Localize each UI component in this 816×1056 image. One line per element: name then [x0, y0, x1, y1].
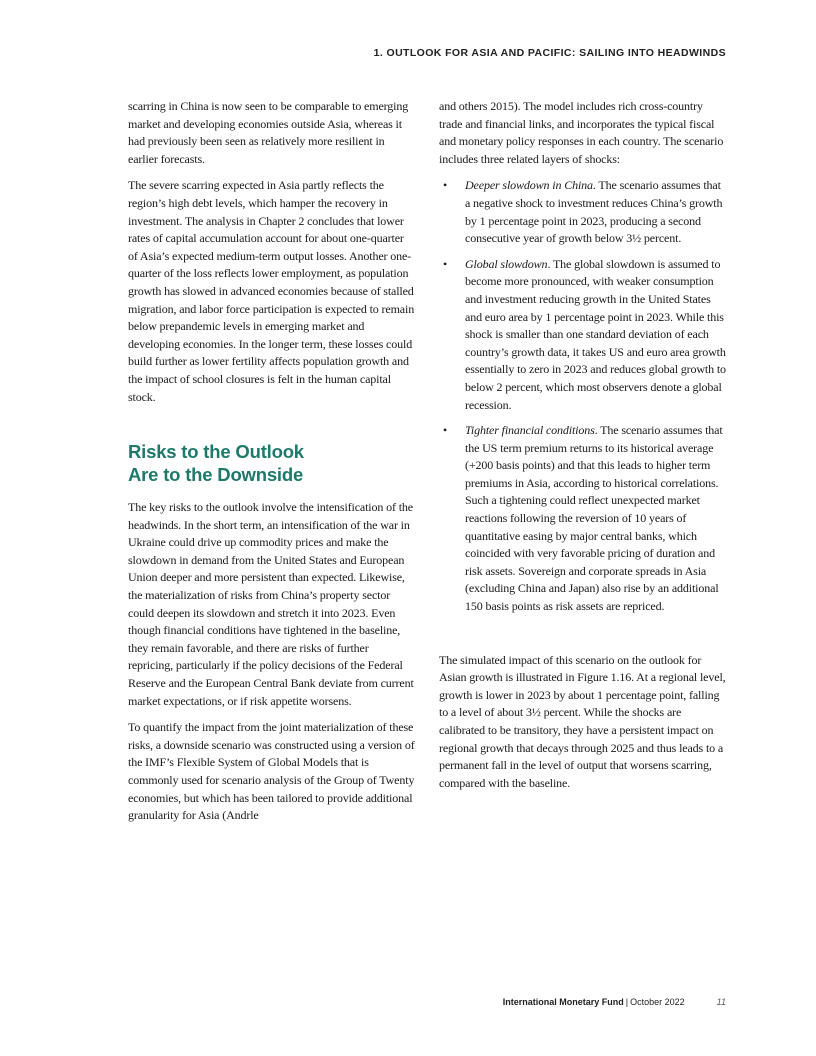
paragraph: To quantify the impact from the joint materialization of these risks, a downside scenario was constructed using a version of the IMF’s Flexible System of Global Models that is commonly used for scenario analysis of the Group of Twenty economies, but which has been tailored to provide additional granularity for Asia (Andrle — [128, 720, 415, 823]
bullet-icon: • — [443, 423, 448, 438]
list-item-term: Tighter financial conditions — [465, 423, 595, 438]
footer-org: International Monetary Fund — [502, 997, 624, 1007]
running-head: 1. OUTLOOK FOR ASIA AND PACIFIC: SAILING INTO HEADWINDS — [373, 47, 726, 59]
paragraph: scarring in China is now seen to be comparable to emerging market and developing economies outside Asia, whereas it had previously been seen as relatively more resilient in earlier forecasts. — [128, 99, 409, 166]
paragraph: The simulated impact of this scenario on the outlook for Asian growth is illustrated in Figure 1.16. At a regional level, growth is lower in 2023 by about 1 percentage point, falling to a level of about 3½ percent. While the shocks are calibrated to be transitory, they have a persistent impact on regional growth that decays through 2025 and thus leads to a permanent fall in the level of output that worsens scarring, compared with the baseline. — [439, 652, 726, 790]
list-item-text: . The scenario assumes that a negative shock to investment reduces China’s growth by 1 percentage point in 2023, producing a second consecutive year of growth below 3½ percent. — [465, 178, 723, 246]
footer-separator: | — [625, 997, 629, 1007]
paragraph: and others 2015). The model includes rich cross-country trade and financial links, and incorporates the typical fiscal and monetary policy responses in each country. The scenario includes three related layers of shocks: — [439, 99, 724, 166]
paragraph: The severe scarring expected in Asia partly reflects the region’s high debt levels, which hamper the recovery in investment. The analysis in Chapter 2 concludes that lower rates of capital accumulation account for about one-quarter of Asia’s expected medium-term output losses. Another one-quarter of the loss reflects lower employment, as population growth has slowed in advanced economies because of stalled migration, and labor force participation is expected to remain below prepandemic levels in emerging market and developing economies. In the longer term, these losses could build further as lower fertility affects population growth and the impact of school closures is felt in the human capital stock. — [128, 178, 415, 404]
list-item — [439, 422, 726, 616]
list-item — [439, 256, 726, 414]
list-item-term: Deeper slowdown in China — [465, 178, 593, 193]
page-number: 11 — [716, 997, 726, 1007]
paragraph: The key risks to the outlook involve the intensification of the headwinds. In the short term, an intensification of the war in Ukraine could drive up commodity prices and make the slowdown in demand from the United States and European Union deeper and more persistent than expected. Likewise, the materialization of risks from China’s property sector could deepen its slowdown and stretch it into 2023. Even though financial conditions have tightened in the baseline, they remain favorable, and there are risks of further repricing, particularly if the policy decisions of the Federal Reserve and the European Central Bank deviate from current market expectations, or if risk appetite worsens. — [128, 500, 414, 708]
list-item-text: . The scenario assumes that the US term premium returns to its historical average (+200 basis points) and that this leads to higher term premiums in Asia, according to historical correlations. Such a tightening could reflect unexpected market reactions following the reversion of 10 years of quantitative easing by major central banks, which coincided with very favorable pricing of duration and risk assets. Sovereign and corporate spreads in Asia (excluding China and Japan) also rise by an additional 150 basis points as risk assets are repriced. — [465, 423, 723, 614]
shock-list — [439, 177, 726, 615]
section-heading — [128, 440, 415, 486]
section-heading-line: Risks to the Outlook — [128, 441, 304, 463]
right-column — [439, 98, 726, 801]
left-column — [128, 98, 415, 834]
bullet-icon: • — [443, 178, 448, 193]
list-item-term: Global slowdown — [465, 256, 548, 271]
list-item — [439, 177, 726, 247]
footer-date: October 2022 — [630, 997, 685, 1007]
section-heading-line: Are to the Downside — [128, 464, 304, 486]
page-footer — [503, 997, 726, 1007]
bullet-icon: • — [443, 256, 448, 271]
list-item-text: . The global slowdown is assumed to become more pronounced, with weaker consumption and investment reducing growth in the United States and euro area by 1 percentage point in 2023. While this shock is smaller than one standard deviation of each country’s growth data, it takes US and euro area growth essentially to zero in 2023 and reduces global growth to below 2 percent, which most observers denote a global recession. — [465, 256, 726, 412]
